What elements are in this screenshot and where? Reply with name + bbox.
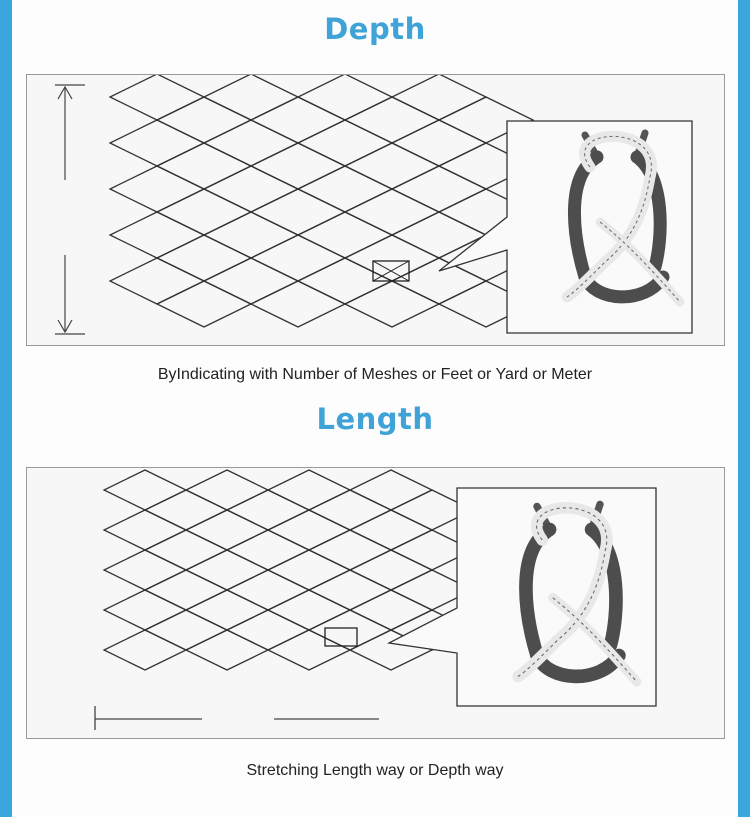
mesh-cell bbox=[204, 212, 298, 258]
mesh-cell bbox=[186, 550, 268, 590]
mesh-cell bbox=[350, 590, 432, 630]
mesh-cell bbox=[298, 212, 392, 258]
mesh-cell bbox=[104, 470, 186, 510]
mesh-cell bbox=[298, 166, 392, 212]
mesh-cell bbox=[392, 75, 486, 120]
mesh-cell bbox=[345, 97, 439, 143]
mesh-cell bbox=[145, 490, 227, 530]
mesh-cell bbox=[145, 610, 227, 650]
mesh-cell bbox=[145, 530, 227, 570]
mesh-cell bbox=[350, 510, 432, 550]
mesh-cell bbox=[110, 75, 204, 120]
mesh-cell bbox=[309, 570, 391, 610]
mesh-cell bbox=[157, 235, 251, 281]
mesh-cell bbox=[298, 120, 392, 166]
mesh-cell bbox=[204, 166, 298, 212]
mesh-cell bbox=[268, 550, 350, 590]
length-caption: Stretching Length way or Depth way bbox=[246, 762, 504, 779]
length-mesh-highlight bbox=[325, 628, 357, 646]
mesh-cell bbox=[104, 510, 186, 550]
mesh-cell bbox=[227, 610, 309, 650]
mesh-cell bbox=[251, 235, 345, 281]
mesh-cell bbox=[268, 510, 350, 550]
mesh-cell bbox=[345, 235, 439, 281]
mesh-cell bbox=[104, 550, 186, 590]
mesh-cell bbox=[204, 258, 298, 304]
depth-title: Depth bbox=[324, 12, 426, 46]
mesh-cell bbox=[268, 630, 350, 670]
mesh-cell bbox=[110, 212, 204, 258]
depth-diagram bbox=[27, 75, 724, 345]
length-arrow-icon bbox=[95, 706, 379, 730]
mesh-cell bbox=[186, 630, 268, 670]
mesh-cell bbox=[392, 120, 486, 166]
mesh-cell bbox=[345, 189, 439, 235]
mesh-cell bbox=[104, 630, 186, 670]
mesh-cell bbox=[157, 97, 251, 143]
mesh-cell bbox=[268, 590, 350, 630]
mesh-cell bbox=[145, 570, 227, 610]
mesh-cell bbox=[157, 143, 251, 189]
mesh-cell bbox=[392, 166, 486, 212]
depth-arrow-icon bbox=[55, 85, 85, 334]
mesh-cell bbox=[345, 281, 439, 327]
mesh-cell bbox=[204, 120, 298, 166]
mesh-cell bbox=[227, 570, 309, 610]
mesh-cell bbox=[298, 75, 392, 120]
mesh-cell bbox=[227, 490, 309, 530]
mesh-cell bbox=[309, 490, 391, 530]
depth-panel bbox=[26, 74, 725, 346]
page bbox=[12, 0, 738, 817]
mesh-cell bbox=[251, 281, 345, 327]
mesh-cell bbox=[251, 97, 345, 143]
mesh-cell bbox=[157, 189, 251, 235]
length-panel bbox=[26, 467, 725, 739]
mesh-cell bbox=[251, 143, 345, 189]
mesh-cell bbox=[227, 530, 309, 570]
depth-mesh bbox=[110, 75, 533, 327]
mesh-cell bbox=[104, 590, 186, 630]
mesh-cell bbox=[110, 120, 204, 166]
mesh-cell bbox=[345, 143, 439, 189]
mesh-cell bbox=[110, 166, 204, 212]
mesh-cell bbox=[204, 75, 298, 120]
mesh-cell bbox=[309, 530, 391, 570]
mesh-cell bbox=[268, 470, 350, 510]
mesh-cell bbox=[186, 470, 268, 510]
mesh-cell bbox=[186, 590, 268, 630]
mesh-cell bbox=[251, 189, 345, 235]
mesh-cell bbox=[110, 258, 204, 304]
length-diagram bbox=[27, 468, 724, 738]
mesh-cell bbox=[350, 470, 432, 510]
length-title: Length bbox=[316, 402, 434, 436]
mesh-cell bbox=[157, 281, 251, 327]
mesh-cell bbox=[350, 550, 432, 590]
mesh-cell bbox=[309, 610, 391, 650]
depth-caption: ByIndicating with Number of Meshes or Feet or Yard or Meter bbox=[157, 366, 593, 383]
mesh-cell bbox=[186, 510, 268, 550]
